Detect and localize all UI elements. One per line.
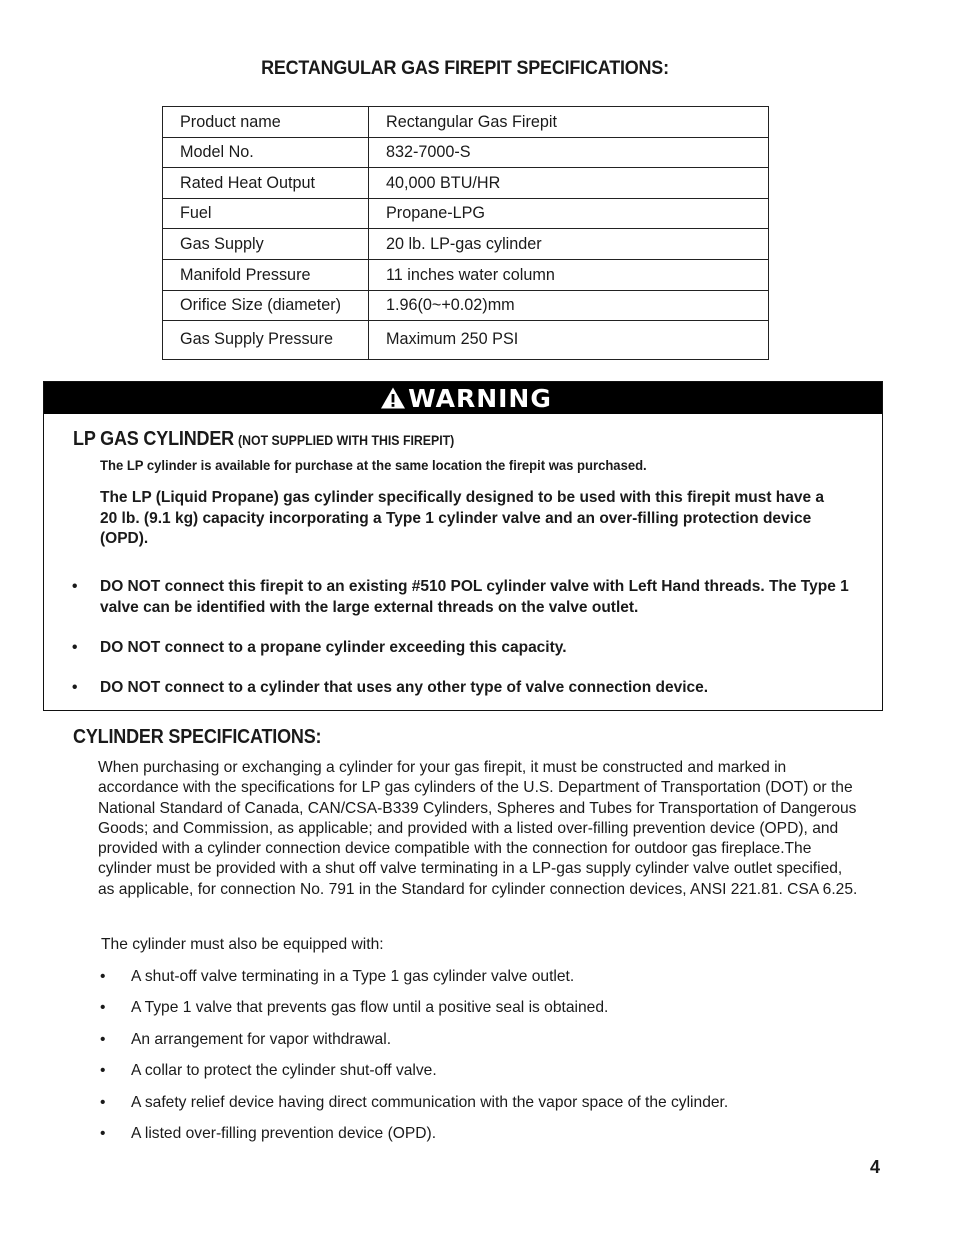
list-item [100, 968, 574, 986]
spec-value: 832-7000-S [369, 137, 769, 168]
bullet-mark: • [100, 999, 106, 1016]
page-number: 4 [870, 1157, 881, 1177]
list-item-text: A Type 1 valve that prevents gas flow until a positive seal is obtained. [131, 999, 609, 1016]
table-row [163, 321, 769, 360]
list-item-text: A listed over-filling prevention device (OPD). [131, 1125, 437, 1142]
warning-label: WARNING [408, 383, 552, 413]
spec-value: Propane-LPG [369, 198, 769, 229]
warning-banner [44, 382, 882, 414]
table-row [163, 229, 769, 260]
lp-availability-text: The LP cylinder is available for purchase at the same location the firepit was purchased. [100, 458, 647, 474]
spec-value: 11 inches water column [369, 259, 769, 290]
bullet-mark: • [100, 1031, 106, 1048]
lp-heading-note: (NOT SUPPLIED WITH THIS FIREPIT) [238, 432, 455, 448]
spec-value: 20 lb. LP-gas cylinder [369, 229, 769, 260]
table-row [163, 107, 769, 138]
table-row [163, 198, 769, 229]
spec-value: 40,000 BTU/HR [369, 168, 769, 199]
lp-heading-main: LP GAS CYLINDER [73, 428, 235, 450]
bullet-mark: • [72, 578, 78, 595]
table-row [163, 290, 769, 321]
list-item [100, 1094, 728, 1112]
list-item-text: A collar to protect the cylinder shut-off valve. [131, 1062, 437, 1079]
warning-triangle-icon [380, 386, 406, 410]
list-item [100, 1125, 436, 1143]
warning-bullet [72, 678, 852, 699]
warning-bullet-text: DO NOT connect to a cylinder that uses any other type of valve connection device. [100, 679, 709, 696]
list-item [100, 1062, 437, 1080]
bullet-mark: • [72, 639, 78, 656]
spec-value: Rectangular Gas Firepit [369, 107, 769, 138]
spec-label: Rated Heat Output [163, 168, 369, 199]
spec-label: Fuel [163, 198, 369, 229]
warning-bullet [72, 638, 852, 659]
warning-box [43, 381, 883, 711]
bullet-mark: • [72, 679, 78, 696]
spec-value: Maximum 250 PSI [369, 321, 769, 360]
spec-label: Gas Supply Pressure [163, 321, 369, 360]
spec-table [162, 106, 769, 360]
spec-label: Model No. [163, 137, 369, 168]
lp-cylinder-heading [73, 428, 484, 451]
warning-bullet-text: DO NOT connect to a propane cylinder exceeding this capacity. [100, 639, 567, 656]
list-item-text: A safety relief device having direct communication with the vapor space of the cylinder. [131, 1094, 729, 1111]
bullet-mark: • [100, 968, 106, 985]
bullet-mark: • [100, 1062, 106, 1079]
list-item-text: An arrangement for vapor withdrawal. [131, 1031, 392, 1048]
warning-bullet [72, 577, 852, 618]
table-row [163, 168, 769, 199]
spec-label: Gas Supply [163, 229, 369, 260]
lp-requirement-text: The LP (Liquid Propane) gas cylinder specifically designed to be used with this firepit must have a 20 lb. (9.1 kg) capacity incorporating a Type 1 cylinder valve and an over-filling protection device (OPD). [100, 489, 825, 547]
spec-section-title: RECTANGULAR GAS FIREPIT SPECIFICATIONS: [261, 57, 669, 79]
warning-bullet-text: DO NOT connect this firepit to an existing #510 POL cylinder valve with Left Hand threads. The Type 1 valve can be identified with the large external threads on the valve outlet. [100, 578, 849, 616]
cylinder-spec-paragraph: When purchasing or exchanging a cylinder for your gas firepit, it must be constructed and marked in accordance with the specifications for LP gas cylinders of the U.S. Department of Transportation (DOT) or the National Standard of Canada, CAN/CSA-B339 Cylinders, Spheres and Tubes for Transportation of Dangerous Goods; and Commission, as applicable; and provided with a listed over-filling prevention device (OPD), and provided with a cylinder connection device compatible with the connection for outdoor gas fireplace.The cylinder must be provided with a shut off valve terminating in a LP-gas supply cylinder valve outlet specified, as applicable, for connection No. 791 in the Standard for cylinder connection devices, ANSI 221.81. CSA 6.25. [98, 759, 858, 898]
cylinder-spec-heading: CYLINDER SPECIFICATIONS: [73, 726, 322, 748]
spec-label: Product name [163, 107, 369, 138]
spec-label: Manifold Pressure [163, 259, 369, 290]
spec-value: 1.96(0~+0.02)mm [369, 290, 769, 321]
bullet-mark: • [100, 1125, 106, 1142]
table-row [163, 259, 769, 290]
cylinder-equipment-intro: The cylinder must also be equipped with: [101, 936, 384, 953]
list-item-text: A shut-off valve terminating in a Type 1 gas cylinder valve outlet. [131, 968, 575, 985]
table-row [163, 137, 769, 168]
bullet-mark: • [100, 1094, 106, 1111]
list-item [100, 1031, 391, 1049]
spec-label: Orifice Size (diameter) [163, 290, 369, 321]
list-item [100, 999, 608, 1017]
